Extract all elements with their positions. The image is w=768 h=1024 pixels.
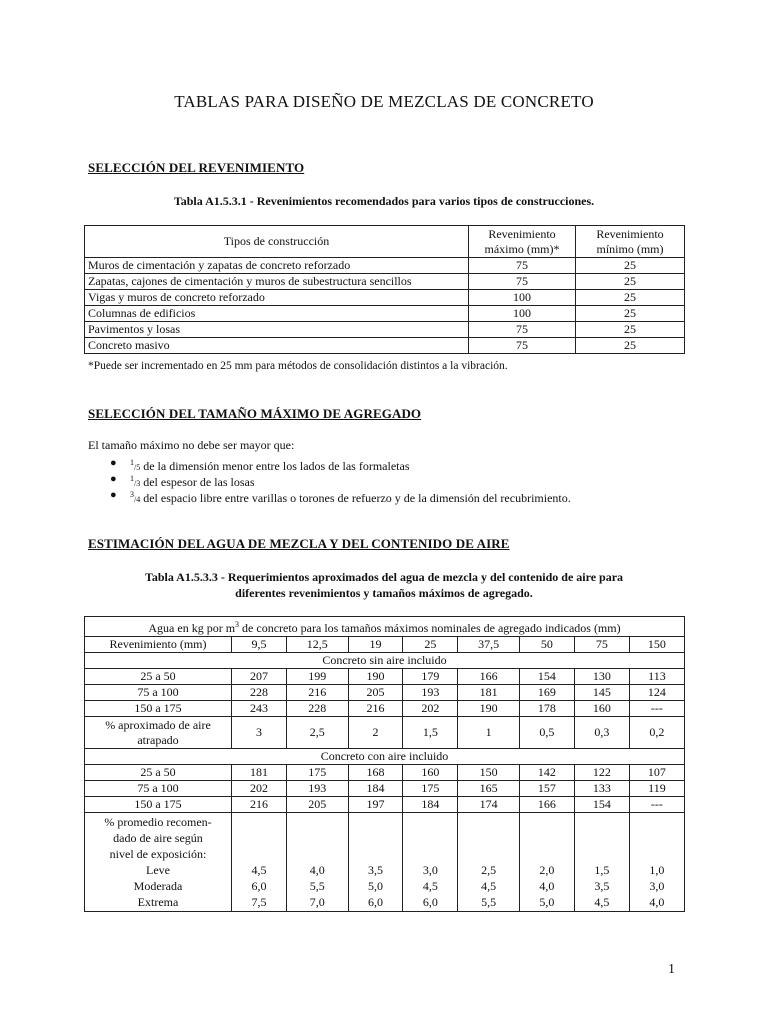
table-cell: 181 xyxy=(458,685,520,701)
table-cell: 190 xyxy=(458,701,520,717)
promedio-label-extrema: Extrema xyxy=(137,895,179,909)
table-row xyxy=(85,258,685,274)
table-cell: 2 xyxy=(348,717,403,749)
header-rev-max xyxy=(469,226,576,258)
table-header-row xyxy=(85,226,685,258)
table-cell: 2,5 xyxy=(286,717,348,749)
table-cell: 178 xyxy=(519,701,574,717)
header-size: 19 xyxy=(348,637,403,653)
table-cell: 193 xyxy=(286,781,348,797)
list-item xyxy=(110,471,571,487)
bullet-list xyxy=(110,455,571,503)
fraction-denominator: 3 xyxy=(136,479,141,488)
table-cell: 107 xyxy=(629,765,684,781)
table-cell xyxy=(574,813,629,912)
value-moderada: 3,5 xyxy=(594,879,610,893)
value-moderada: 4,0 xyxy=(539,879,555,893)
table-cell: 154 xyxy=(519,669,574,685)
table-cell: 122 xyxy=(574,765,629,781)
cell-tipo: Columnas de edificios xyxy=(85,306,469,322)
value-extrema: 7,0 xyxy=(309,895,325,909)
table-cell: 160 xyxy=(574,701,629,717)
header-tipos: Tipos de construcción xyxy=(85,226,469,258)
table-top-header-row xyxy=(85,617,685,637)
section-heading-tamano-maximo: SELECCIÓN DEL TAMAÑO MÁXIMO DE AGREGADO xyxy=(88,406,422,421)
row-label: 25 a 50 xyxy=(85,765,232,781)
table-cell: 175 xyxy=(286,765,348,781)
fraction-denominator: 4 xyxy=(136,495,141,504)
section-heading-revenimiento: SELECCIÓN DEL REVENIMIENTO xyxy=(88,160,305,175)
table-caption-a1533 xyxy=(84,569,684,601)
cell-min: 25 xyxy=(576,274,685,290)
table-cell: 169 xyxy=(519,685,574,701)
value-leve: 1,5 xyxy=(594,863,610,877)
row-label xyxy=(85,813,232,912)
value-extrema: 6,0 xyxy=(422,895,438,909)
table-cell xyxy=(348,813,403,912)
table-cell xyxy=(286,813,348,912)
table-cell: 199 xyxy=(286,669,348,685)
value-moderada: 6,0 xyxy=(251,879,267,893)
table-caption-a1531: Tabla A1.5.3.1 - Revenimientos recomendados para varios tipos de construcciones. xyxy=(173,194,595,208)
bullet-text: del espacio libre entre varillas o torones de refuerzo y de la dimensión del recubrimiento. xyxy=(140,491,571,505)
section-row-sin-aire xyxy=(85,653,685,669)
bullet-dot-icon: ● xyxy=(110,489,117,501)
header-size: 9,5 xyxy=(232,637,287,653)
row-label: 75 a 100 xyxy=(85,781,232,797)
table-cell: 160 xyxy=(403,765,458,781)
table-caption-line2: diferentes revenimientos y tamaños máximos de agregado. xyxy=(235,586,533,600)
section-label: Concreto sin aire incluido xyxy=(85,653,685,669)
value-leve: 2,0 xyxy=(539,863,555,877)
table-agua-mezcla xyxy=(84,616,685,912)
bullet-text: del espesor de las losas xyxy=(140,475,255,489)
row-label: 25 a 50 xyxy=(85,669,232,685)
table-cell: 216 xyxy=(286,685,348,701)
table-cell: --- xyxy=(629,701,684,717)
row-label-line1: % aproximado de aire xyxy=(105,717,211,732)
cell-max: 75 xyxy=(469,274,576,290)
promedio-label-line2: dado de aire según xyxy=(113,831,203,845)
header-size: 50 xyxy=(519,637,574,653)
header-size: 150 xyxy=(629,637,684,653)
header-size: 12,5 xyxy=(286,637,348,653)
list-item xyxy=(110,455,571,471)
fraction-numerator: 3 xyxy=(130,490,134,499)
cell-tipo: Pavimentos y losas xyxy=(85,322,469,338)
value-leve: 1,0 xyxy=(649,863,665,877)
header-rev-max-line2: máximo (mm)* xyxy=(484,241,560,256)
table-row xyxy=(85,322,685,338)
table-row xyxy=(85,290,685,306)
header-size: 75 xyxy=(574,637,629,653)
top-header-post: de concreto para los tamaños máximos nominales de agregado indicados (mm) xyxy=(239,621,621,635)
fraction: $^1$/5 xyxy=(130,458,141,472)
table-cell: 154 xyxy=(574,797,629,813)
section-row-con-aire xyxy=(85,749,685,765)
table-cell: 166 xyxy=(519,797,574,813)
table-row xyxy=(85,306,685,322)
table-footnote: *Puede ser incrementado en 25 mm para métodos de consolidación distintos a la vibración. xyxy=(88,360,508,372)
fraction: $^1$/3 xyxy=(130,474,141,488)
table-cell: 1,5 xyxy=(403,717,458,749)
bullet-text: de la dimensión menor entre los lados de las formaletas xyxy=(140,459,410,473)
table-cell: 190 xyxy=(348,669,403,685)
cell-min: 25 xyxy=(576,338,685,354)
value-moderada: 5,5 xyxy=(309,879,325,893)
table-cell: 174 xyxy=(458,797,520,813)
cell-min: 25 xyxy=(576,322,685,338)
header-rev-min-line1: Revenimiento xyxy=(596,226,664,241)
row-label-line2: atrapado xyxy=(137,732,179,747)
header-rev-max-line1: Revenimiento xyxy=(488,226,556,241)
table-cell: 202 xyxy=(403,701,458,717)
table-cell: 150 xyxy=(458,765,520,781)
table-cell: 205 xyxy=(348,685,403,701)
table-cell: 184 xyxy=(348,781,403,797)
table-cell: 228 xyxy=(286,701,348,717)
table-cell: 216 xyxy=(348,701,403,717)
table-cell: 142 xyxy=(519,765,574,781)
cell-min: 25 xyxy=(576,306,685,322)
table-row xyxy=(85,797,685,813)
bullet-dot-icon: ● xyxy=(110,473,117,485)
header-rev-min-line2: mínimo (mm) xyxy=(596,241,664,256)
table-cell: 145 xyxy=(574,685,629,701)
value-extrema: 5,5 xyxy=(481,895,497,909)
top-header-sup: 3 xyxy=(235,620,240,629)
cell-max: 100 xyxy=(469,290,576,306)
top-header-pre: Agua en kg por m xyxy=(148,621,236,635)
value-extrema: 4,5 xyxy=(594,895,610,909)
value-moderada: 4,5 xyxy=(422,879,438,893)
table-caption-line1: Tabla A1.5.3.3 - Requerimientos aproximados del agua de mezcla y del contenido de aire para xyxy=(144,570,624,584)
table-cell: 1 xyxy=(458,717,520,749)
page-number: 1 xyxy=(668,962,675,977)
header-rev-min xyxy=(576,226,685,258)
table-cell xyxy=(458,813,520,912)
table-cell: 133 xyxy=(574,781,629,797)
table-cell: 197 xyxy=(348,797,403,813)
intro-text: El tamaño máximo no debe ser mayor que: xyxy=(88,438,295,452)
table-cell: 166 xyxy=(458,669,520,685)
value-extrema: 6,0 xyxy=(367,895,383,909)
value-extrema: 7,5 xyxy=(251,895,267,909)
fraction-numerator: 1 xyxy=(130,458,134,467)
row-label: 150 a 175 xyxy=(85,797,232,813)
table-row xyxy=(85,701,685,717)
table-cell: 207 xyxy=(232,669,287,685)
value-extrema: 4,0 xyxy=(649,895,665,909)
row-label xyxy=(85,717,232,749)
table-row-aire-atrapado xyxy=(85,717,685,749)
table-cell xyxy=(232,813,287,912)
table-cell: 130 xyxy=(574,669,629,685)
table-cell xyxy=(629,813,684,912)
value-leve: 4,5 xyxy=(251,863,267,877)
page-title: TABLAS PARA DISEÑO DE MEZCLAS DE CONCRETO xyxy=(174,92,594,111)
table-cell: 0,2 xyxy=(629,717,684,749)
cell-max: 100 xyxy=(469,306,576,322)
value-moderada: 3,0 xyxy=(649,879,665,893)
cell-min: 25 xyxy=(576,290,685,306)
list-item xyxy=(110,487,571,503)
table-cell: 113 xyxy=(629,669,684,685)
table-cell: 181 xyxy=(232,765,287,781)
cell-tipo: Vigas y muros de concreto reforzado xyxy=(85,290,469,306)
cell-tipo: Zapatas, cajones de cimentación y muros de subestructura sencillos xyxy=(85,274,469,290)
table-cell: --- xyxy=(629,797,684,813)
cell-tipo: Muros de cimentación y zapatas de concreto reforzado xyxy=(85,258,469,274)
table-header-row xyxy=(85,637,685,653)
cell-tipo: Concreto masivo xyxy=(85,338,469,354)
table-cell: 3 xyxy=(232,717,287,749)
table-cell: 165 xyxy=(458,781,520,797)
promedio-label-leve: Leve xyxy=(146,863,170,877)
table-cell: 205 xyxy=(286,797,348,813)
promedio-label-moderada: Moderada xyxy=(133,879,183,893)
table-cell: 0,3 xyxy=(574,717,629,749)
table-cell: 168 xyxy=(348,765,403,781)
table-row xyxy=(85,765,685,781)
row-label: 75 a 100 xyxy=(85,685,232,701)
cell-min: 25 xyxy=(576,258,685,274)
top-header-cell xyxy=(85,617,685,637)
table-cell: 157 xyxy=(519,781,574,797)
cell-max: 75 xyxy=(469,338,576,354)
value-leve: 3,5 xyxy=(367,863,383,877)
table-cell: 0,5 xyxy=(519,717,574,749)
table-cell: 202 xyxy=(232,781,287,797)
table-cell: 228 xyxy=(232,685,287,701)
table-cell xyxy=(403,813,458,912)
table-cell: 193 xyxy=(403,685,458,701)
fraction: $^3$/4 xyxy=(130,490,141,504)
section-label: Concreto con aire incluido xyxy=(85,749,685,765)
value-moderada: 4,5 xyxy=(481,879,497,893)
value-leve: 2,5 xyxy=(481,863,497,877)
table-cell: 179 xyxy=(403,669,458,685)
promedio-label-line1: % promedio recomen- xyxy=(104,815,212,829)
value-leve: 4,0 xyxy=(309,863,325,877)
table-row xyxy=(85,338,685,354)
table-cell: 243 xyxy=(232,701,287,717)
table-cell: 184 xyxy=(403,797,458,813)
value-extrema: 5,0 xyxy=(539,895,555,909)
cell-max: 75 xyxy=(469,258,576,274)
fraction-numerator: 1 xyxy=(130,474,134,483)
row-label: 150 a 175 xyxy=(85,701,232,717)
table-row xyxy=(85,781,685,797)
fraction-denominator: 5 xyxy=(136,463,141,472)
table-row xyxy=(85,274,685,290)
table-cell xyxy=(519,813,574,912)
bullet-dot-icon: ● xyxy=(110,457,117,469)
table-cell: 175 xyxy=(403,781,458,797)
value-leve: 3,0 xyxy=(422,863,438,877)
table-row xyxy=(85,685,685,701)
promedio-label-line3: nivel de exposición: xyxy=(109,847,207,861)
section-heading-agua-mezcla: ESTIMACIÓN DEL AGUA DE MEZCLA Y DEL CONTENIDO DE AIRE xyxy=(88,536,510,551)
table-row-promedio xyxy=(85,813,685,912)
header-revenimiento: Revenimiento (mm) xyxy=(85,637,232,653)
table-revenimientos xyxy=(84,225,685,354)
table-row xyxy=(85,669,685,685)
cell-max: 75 xyxy=(469,322,576,338)
header-size: 25 xyxy=(403,637,458,653)
table-cell: 216 xyxy=(232,797,287,813)
value-moderada: 5,0 xyxy=(367,879,383,893)
table-cell: 119 xyxy=(629,781,684,797)
table-cell: 124 xyxy=(629,685,684,701)
header-size: 37,5 xyxy=(458,637,520,653)
